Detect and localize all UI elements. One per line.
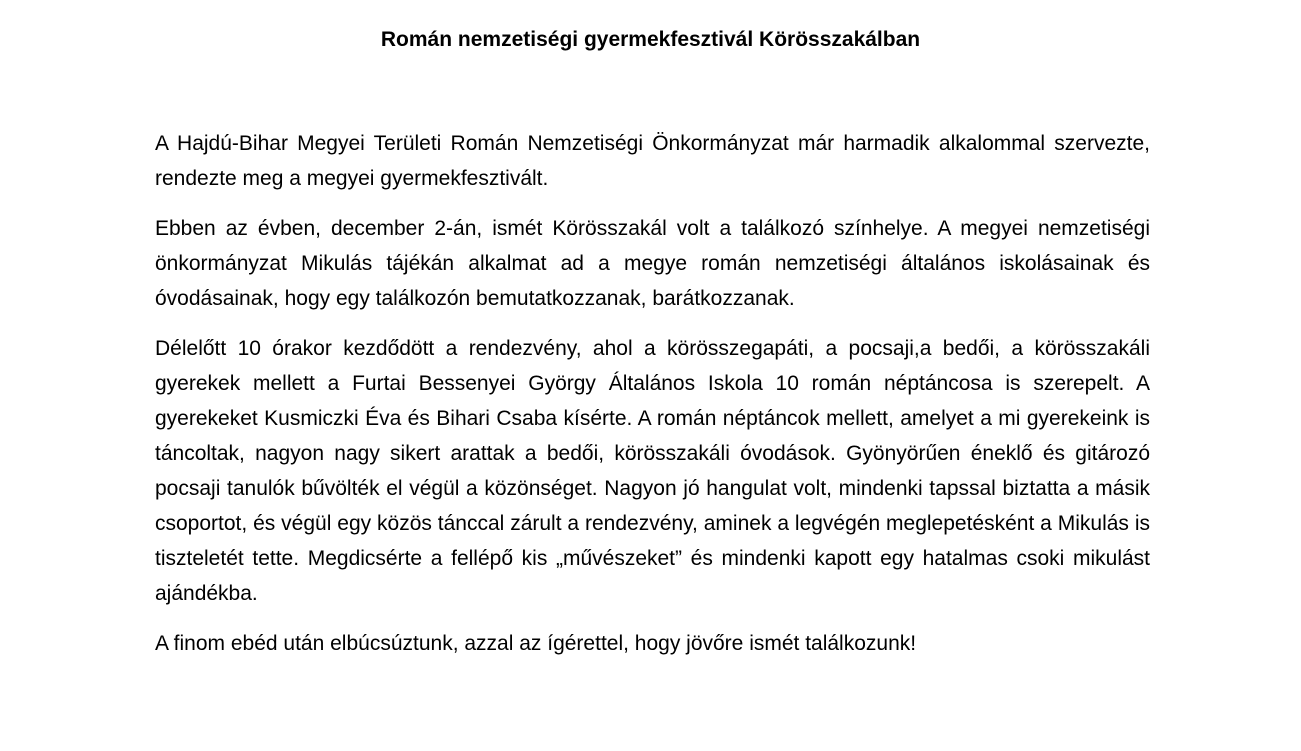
document-body xyxy=(155,126,1150,676)
document-title: Román nemzetiségi gyermekfesztivál Körösszakálban xyxy=(380,28,921,51)
paragraph-1: A Hajdú-Bihar Megyei Területi Román Nemzetiségi Önkormányzat már harmadik alkalommal szervezte, rendezte meg a megyei gyermekfesztivált. xyxy=(155,132,1150,190)
paragraph-4: A finom ebéd után elbúcsúztunk, azzal az ígérettel, hogy jövőre ismét találkozunk! xyxy=(155,632,917,655)
paragraph-3: Délelőtt 10 órakor kezdődött a rendezvény, ahol a körösszegapáti, a pocsaji,a bedői, a körösszakáli gyerekek mellett a Furtai Bessenyei György Általános Iskola 10 román néptáncosa is szerepelt. A gyerekeket Kusmiczki Éva és Bihari Csaba kísérte. A román néptáncok mellett, amelyet a mi gyerekeink is táncoltak, nagyon nagy sikert arattak a bedői, körösszakáli óvodások. Gyönyörűen éneklő és gitározó pocsaji tanulók bűvölték el végül a közönséget. Nagyon jó hangulat volt, mindenki tapssal biztatta a másik csoportot, és végül egy közös tánccal zárult a rendezvény, aminek a legvégén meglepetésként a Mikulás is tiszteletét tette. Megdicsérte a fellépő kis „művészeket” és mindenki kapott egy hatalmas csoki mikulást ajándékba. xyxy=(155,337,1150,605)
paragraph-2: Ebben az évben, december 2-án, ismét Körösszakál volt a találkozó színhelye. A megyei nemzetiségi önkormányzat Mikulás tájékán alkalmat ad a megye román nemzetiségi általános iskolásainak és óvodásainak, hogy egy találkozón bemutatkozzanak, barátkozzanak. xyxy=(155,217,1150,310)
